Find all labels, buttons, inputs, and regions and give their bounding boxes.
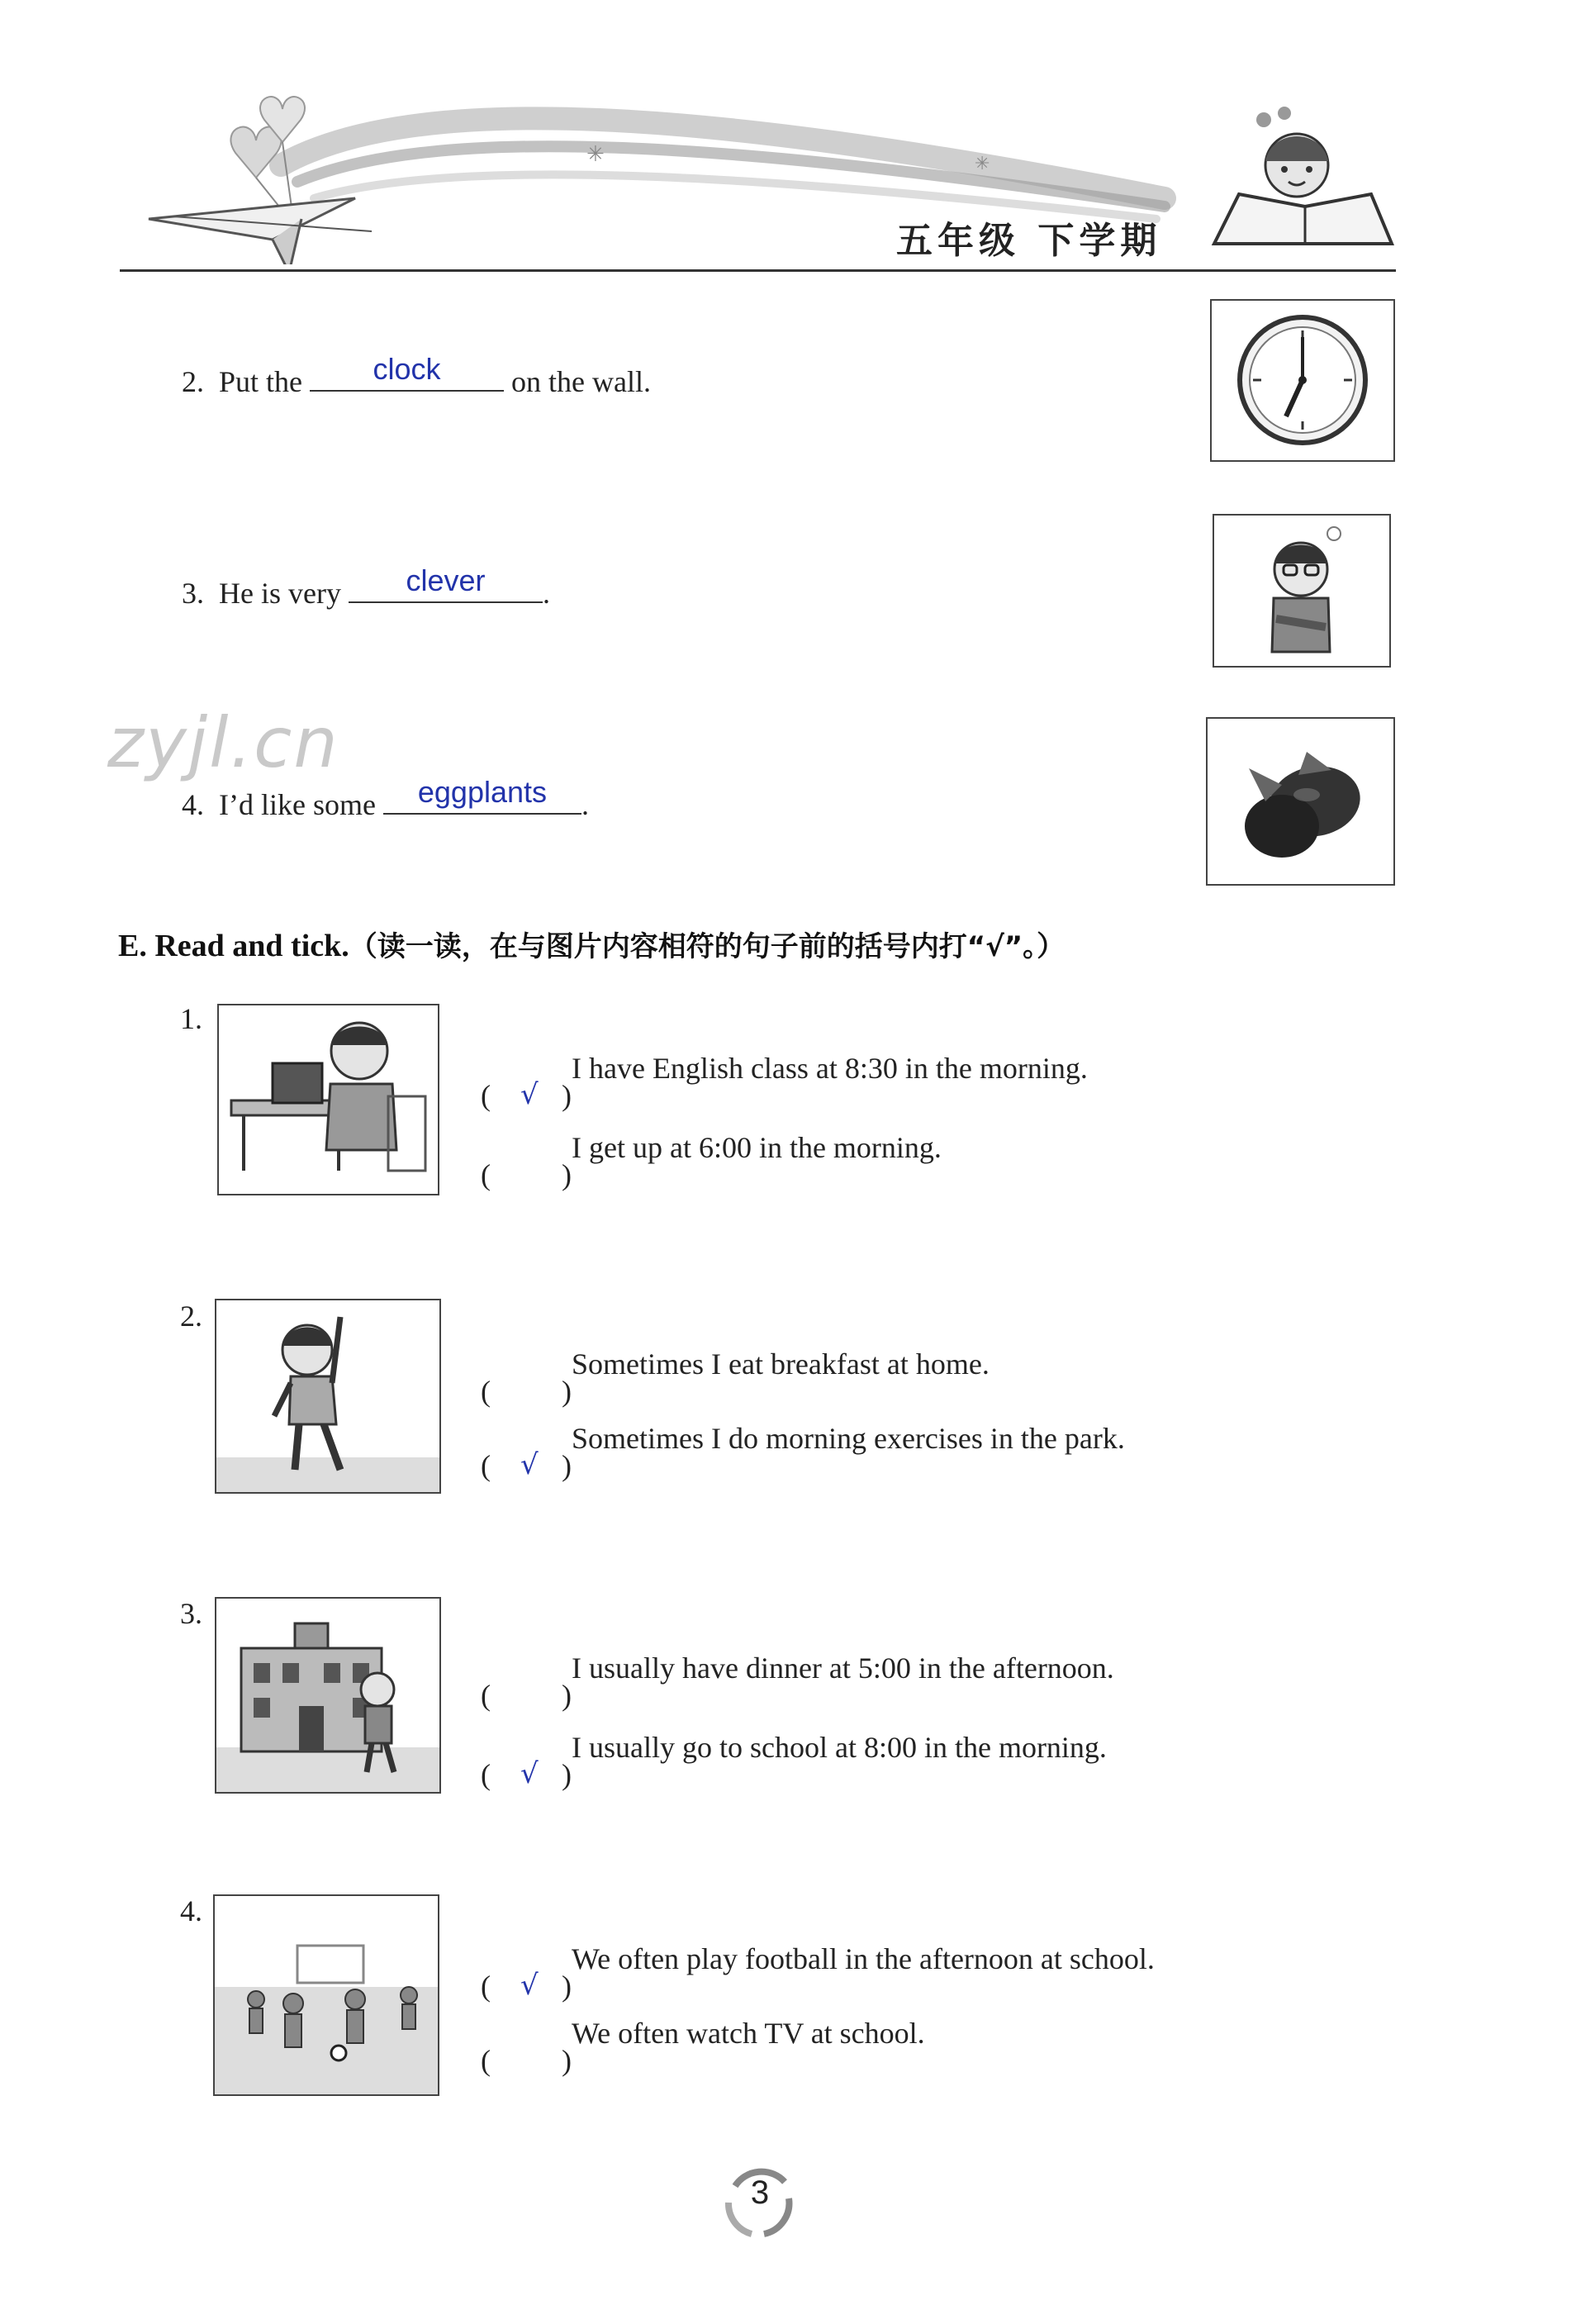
item-number: 3. [182,577,204,610]
answer-text: clock [373,352,441,386]
eggplant-picture [1206,717,1395,886]
question-number: 1. [180,1002,202,1035]
question-2-option-2[interactable]: ( √ ) Sometimes I do morning exercises in the park. [481,1422,1125,1482]
question-4-option-2[interactable]: ( ) We often watch TV at school. [481,2017,925,2077]
question-3-option-2[interactable]: ( √ ) I usually go to school at 8:00 in the morning. [481,1731,1107,1791]
sentence-end: on the wall. [511,365,651,398]
clock-icon [1212,301,1393,460]
tick-mark: √ [520,1078,539,1111]
sentence-start: I’d like some [219,788,376,821]
option-text: I usually have dinner at 5:00 in the afternoon. [572,1652,1114,1685]
question-1-option-2[interactable]: ( ) I get up at 6:00 in the morning. [481,1131,942,1191]
section-title: E. Read and tick. [118,929,349,963]
question-3-option-1[interactable]: ( ) I usually have dinner at 5:00 in the afternoon. [481,1652,1114,1712]
answer-blank[interactable] [383,775,581,815]
answer-blank[interactable] [310,352,504,392]
question-4-option-1[interactable]: ( √ ) We often play football in the afternoon at school. [481,1942,1155,2003]
clever-boy-icon [1214,516,1389,666]
boy-reading-book-icon [219,1005,438,1194]
clock-picture [1210,299,1395,462]
option-text: We often watch TV at school. [572,2017,925,2050]
question-1-option-1[interactable]: ( √ ) I have English class at 8:30 in the morning. [481,1052,1088,1112]
sentence-end: . [542,577,550,610]
item-number: 4. [182,788,204,821]
sentence-start: Put the [219,365,303,398]
answer-blank[interactable] [349,563,543,603]
answer-text: eggplants [417,775,548,809]
question-number: 3. [180,1597,202,1630]
question-4-picture [213,1894,439,2096]
fill-in-item-2 [182,352,651,399]
fill-in-item-4 [182,775,589,822]
fill-in-item-3 [182,563,550,611]
question-1-picture [217,1004,439,1195]
item-number: 2. [182,365,204,398]
option-text: I get up at 6:00 in the morning. [572,1131,942,1164]
option-text: I usually go to school at 8:00 in the morning. [572,1731,1107,1764]
svg-text:✳: ✳ [975,154,990,174]
option-text: I have English class at 8:30 in the morning. [572,1052,1088,1085]
children-playing-football-icon [215,1896,438,2094]
clever-boy-picture [1213,514,1391,668]
section-instruction: （读一读，在与图片内容相符的句子前的括号内打“√”。） [349,930,1066,963]
option-text: We often play football in the afternoon at school. [572,1942,1155,1975]
boy-going-to-school-icon [216,1599,439,1792]
tick-mark: √ [520,1969,539,2002]
answer-text: clever [406,563,486,597]
sentence-start: He is very [219,577,341,610]
paper-plane-icon [149,198,372,264]
watermark: zyjl.cn [107,702,339,783]
header-rule [120,269,1396,272]
question-2-picture [215,1299,441,1494]
grade-label: 五年级 下学期 [896,220,1162,262]
page-number: 3 [750,2174,770,2211]
sentence-end: . [581,788,589,821]
girl-reading-icon [1206,103,1396,252]
tick-mark: √ [520,1757,539,1790]
section-e-heading [118,924,1065,964]
eggplant-icon [1208,719,1393,884]
option-text: Sometimes I do morning exercises in the park. [572,1422,1125,1455]
question-3-picture [215,1597,441,1794]
svg-text:✳: ✳ [586,142,605,167]
question-number: 4. [180,1894,202,1927]
question-2-option-1[interactable]: ( ) Sometimes I eat breakfast at home. [481,1347,990,1408]
question-number: 2. [180,1300,202,1333]
option-text: Sometimes I eat breakfast at home. [572,1347,990,1381]
tick-mark: √ [520,1448,539,1481]
boy-exercising-icon [216,1300,439,1492]
